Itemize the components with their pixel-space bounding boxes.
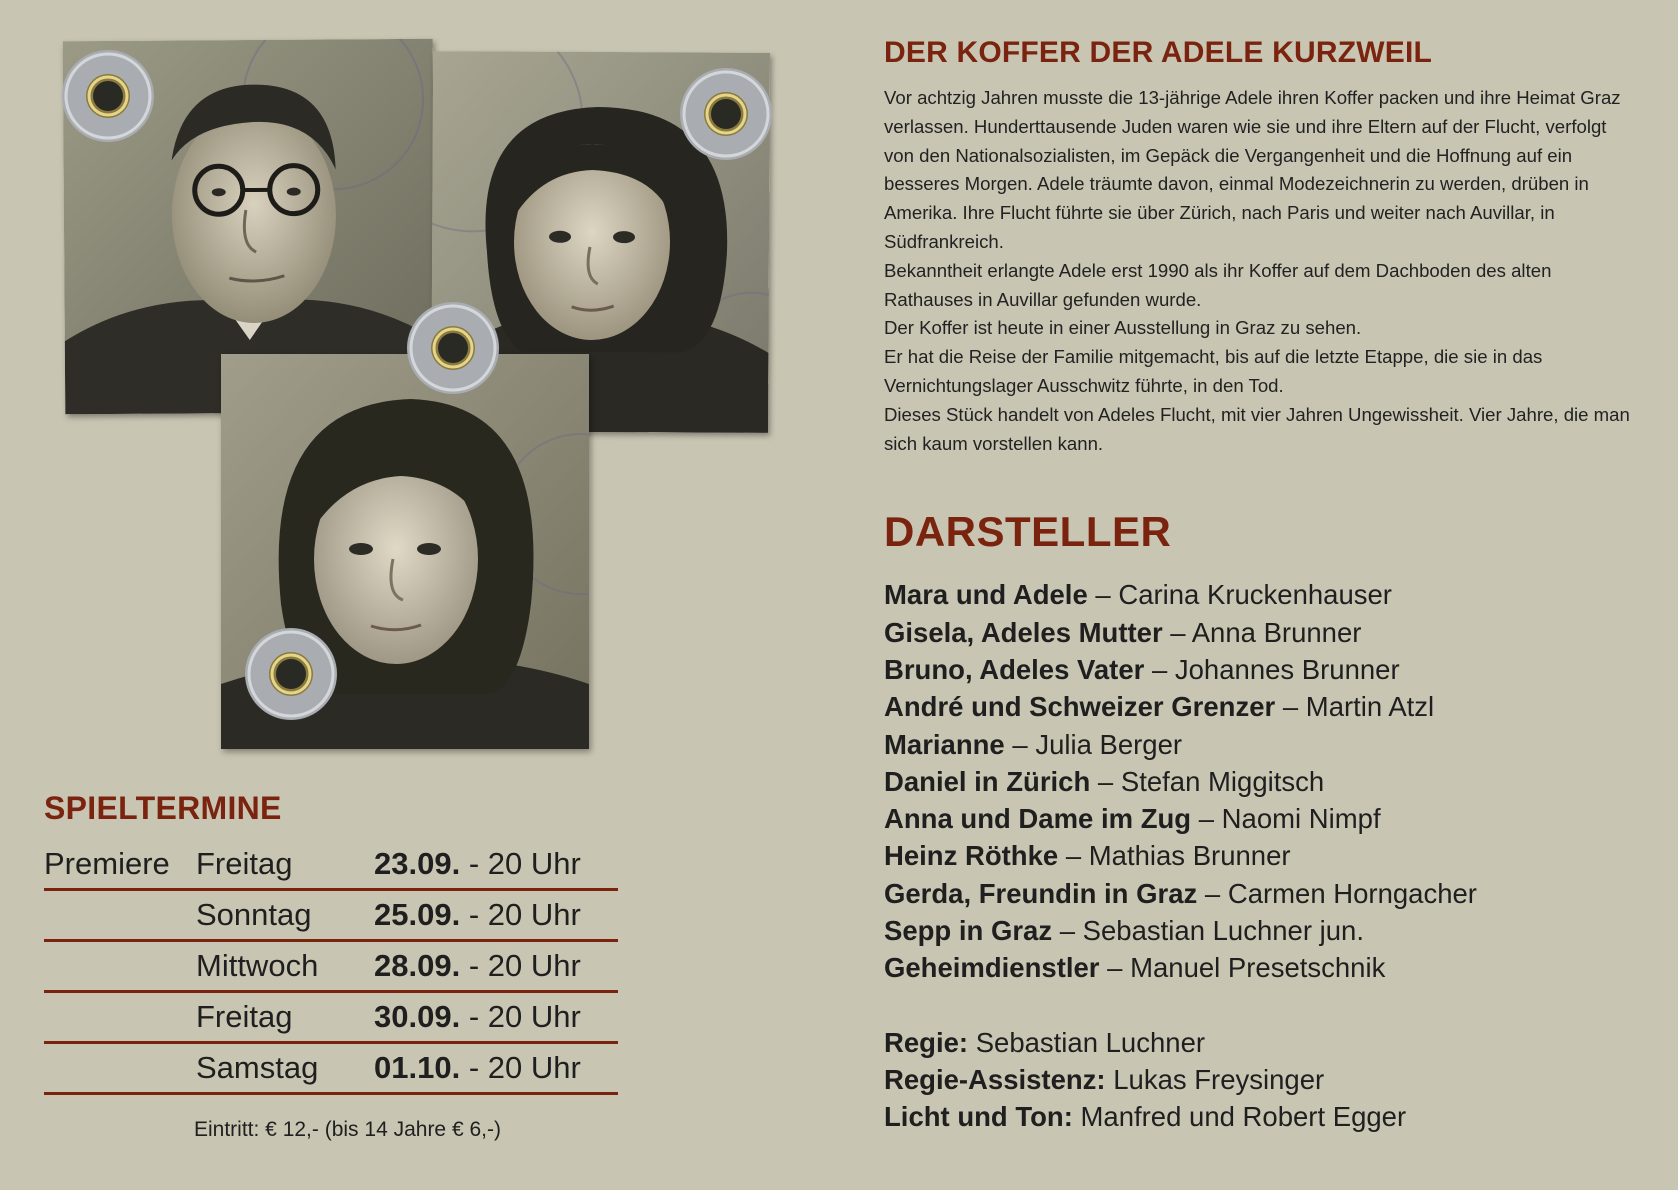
- schedule-datetime: [374, 941, 618, 992]
- schedule-date: 25.09.: [374, 897, 461, 932]
- rivet-top-left: [60, 48, 156, 144]
- schedule-row: [44, 992, 618, 1043]
- schedule-label: [44, 890, 196, 941]
- schedule-label: [44, 992, 196, 1043]
- schedule-date: 30.09.: [374, 999, 461, 1034]
- schedule-date: 23.09.: [374, 846, 461, 881]
- crew-separator: [968, 1027, 976, 1058]
- cast-title: DARSTELLER: [884, 508, 1172, 556]
- cast-actor: Carmen Horngacher: [1227, 877, 1477, 909]
- story-text: [884, 84, 1632, 458]
- cast-actor: Manuel Presetschnik: [1130, 952, 1386, 984]
- cast-member: [884, 688, 1632, 725]
- cast-actor: Carina Kruckenhauser: [1118, 579, 1392, 611]
- cast-role: André und Schweizer Grenzer: [884, 691, 1276, 723]
- cast-separator: –: [1275, 691, 1306, 723]
- schedule-time: - 20 Uhr: [460, 948, 581, 983]
- schedule-row: [44, 941, 618, 992]
- story-paragraph: Er hat die Reise der Familie mitgemacht, bis auf die letzte Etappe, die sie in das Vernichtungslager Ausschwitz führte, in den Tod.: [884, 346, 1543, 396]
- schedule-label: [44, 941, 196, 992]
- admission-fee: Eintritt: € 12,- (bis 14 Jahre € 6,-): [194, 1118, 501, 1141]
- schedule-label: [44, 1043, 196, 1094]
- cast-separator: –: [1004, 728, 1036, 760]
- crew-role: Regie-Assistenz:: [884, 1063, 1106, 1095]
- cast-role: Bruno, Adeles Vater: [884, 653, 1145, 685]
- cast-member: [884, 837, 1632, 874]
- crew-person: Manfred und Robert Egger: [1080, 1101, 1407, 1133]
- crew-person: Lukas Freysinger: [1113, 1063, 1325, 1095]
- cast-actor: Julia Berger: [1035, 728, 1183, 760]
- schedule-date: 28.09.: [374, 948, 461, 983]
- rivet-center: [405, 300, 501, 396]
- schedule-day: Samstag: [196, 1043, 374, 1094]
- crew-separator: [1073, 1101, 1081, 1132]
- schedule-datetime: [374, 840, 618, 890]
- cast-actor: Martin Atzl: [1305, 691, 1435, 723]
- cast-member: [884, 651, 1632, 688]
- cast-member: [884, 949, 1632, 986]
- story-paragraph: Der Koffer ist heute in einer Ausstellung in Graz zu sehen.: [884, 317, 1362, 339]
- schedule-datetime: [374, 992, 618, 1043]
- schedule-label: Premiere: [44, 840, 196, 890]
- schedule-day: Sonntag: [196, 890, 374, 941]
- cast-actor: Naomi Nimpf: [1221, 803, 1381, 835]
- cast-role: Gisela, Adeles Mutter: [884, 616, 1163, 648]
- cast-separator: –: [1099, 952, 1131, 984]
- photo-collage: [60, 36, 790, 756]
- story-title: DER KOFFER DER ADELE KURZWEIL: [884, 36, 1433, 69]
- cast-separator: –: [1087, 579, 1119, 611]
- cast-role: Mara und Adele: [884, 579, 1088, 611]
- cast-actor: Sebastian Luchner jun.: [1082, 915, 1364, 947]
- story-paragraph: Bekanntheit erlangte Adele erst 1990 als ihr Koffer auf dem Dachboden des alten Rathauses in Auvillar gefunden wurde.: [884, 259, 1552, 310]
- crew-role: Licht und Ton:: [884, 1101, 1073, 1133]
- text-column: [884, 36, 1632, 1136]
- crew-person: Sebastian Luchner: [975, 1026, 1206, 1058]
- cast-separator: –: [1162, 616, 1192, 648]
- schedule-row: [44, 890, 618, 941]
- schedule-day: Freitag: [196, 992, 374, 1043]
- schedule-row: [44, 840, 618, 890]
- cast-member: [884, 875, 1632, 912]
- schedule-table: [44, 840, 618, 1095]
- cast-role: Heinz Röthke: [884, 840, 1059, 872]
- schedule-row: [44, 1043, 618, 1094]
- story-paragraph: Vor achtzig Jahren musste die 13-jährige Adele ihren Koffer packen und ihre Heimat Graz verlassen. Hunderttausende Juden waren wie sie und ihre Eltern auf der Flucht, verfolgt von den Nationalsozialisten, im Gepäck die Vergangenheit und die Hoffnung auf ein besseres Morgen. Adele träumte davon, einmal Modezeichnerin zu werden, drüben in Amerika. Ihre Flucht führte sie über Zürich, nach Paris und weiter nach Auvillar, in Südfrankreich.: [884, 87, 1621, 252]
- cast-member: [884, 576, 1632, 613]
- cast-actor: Anna Brunner: [1191, 616, 1362, 648]
- crew-role: Regie:: [884, 1026, 969, 1058]
- crew-member: [884, 1061, 1632, 1098]
- cast-separator: –: [1191, 803, 1222, 835]
- cast-role: Anna und Dame im Zug: [884, 803, 1192, 835]
- cast-role: Marianne: [884, 728, 1005, 760]
- rivet-bottom: [243, 626, 339, 722]
- cast-member: [884, 912, 1632, 949]
- cast-separator: –: [1090, 765, 1121, 797]
- cast-list: [884, 576, 1632, 986]
- rivet-top-right: [678, 66, 774, 162]
- schedule-datetime: [374, 1043, 618, 1094]
- cast-member: [884, 614, 1632, 651]
- cast-actor: Johannes Brunner: [1174, 653, 1400, 685]
- cast-member: [884, 800, 1632, 837]
- cast-actor: Mathias Brunner: [1088, 840, 1291, 872]
- crew-member: [884, 1098, 1632, 1135]
- schedule-date: 01.10.: [374, 1050, 461, 1085]
- cast-separator: –: [1144, 653, 1175, 685]
- cast-actor: Stefan Miggitsch: [1120, 765, 1325, 797]
- schedule-day: Freitag: [196, 840, 374, 890]
- cast-role: Sepp in Graz: [884, 915, 1053, 947]
- crew-list: [884, 1024, 1632, 1136]
- cast-member: [884, 726, 1632, 763]
- cast-role: Geheimdienstler: [884, 952, 1100, 984]
- schedule-time: - 20 Uhr: [460, 846, 581, 881]
- cast-role: Daniel in Zürich: [884, 765, 1091, 797]
- cast-separator: –: [1052, 915, 1083, 947]
- crew-member: [884, 1024, 1632, 1061]
- cast-role: Gerda, Freundin in Graz: [884, 877, 1198, 909]
- cast-separator: –: [1058, 840, 1089, 872]
- schedule-day: Mittwoch: [196, 941, 374, 992]
- schedule-time: - 20 Uhr: [460, 999, 581, 1034]
- cast-member: [884, 763, 1632, 800]
- schedule-time: - 20 Uhr: [460, 897, 581, 932]
- schedule-title: SPIELTERMINE: [44, 790, 282, 826]
- schedule-time: - 20 Uhr: [460, 1050, 581, 1085]
- schedule-datetime: [374, 890, 618, 941]
- story-paragraph: Dieses Stück handelt von Adeles Flucht, mit vier Jahren Ungewissheit. Vier Jahre, die man sich kaum vorstellen kann.: [884, 403, 1630, 454]
- cast-separator: –: [1197, 877, 1228, 909]
